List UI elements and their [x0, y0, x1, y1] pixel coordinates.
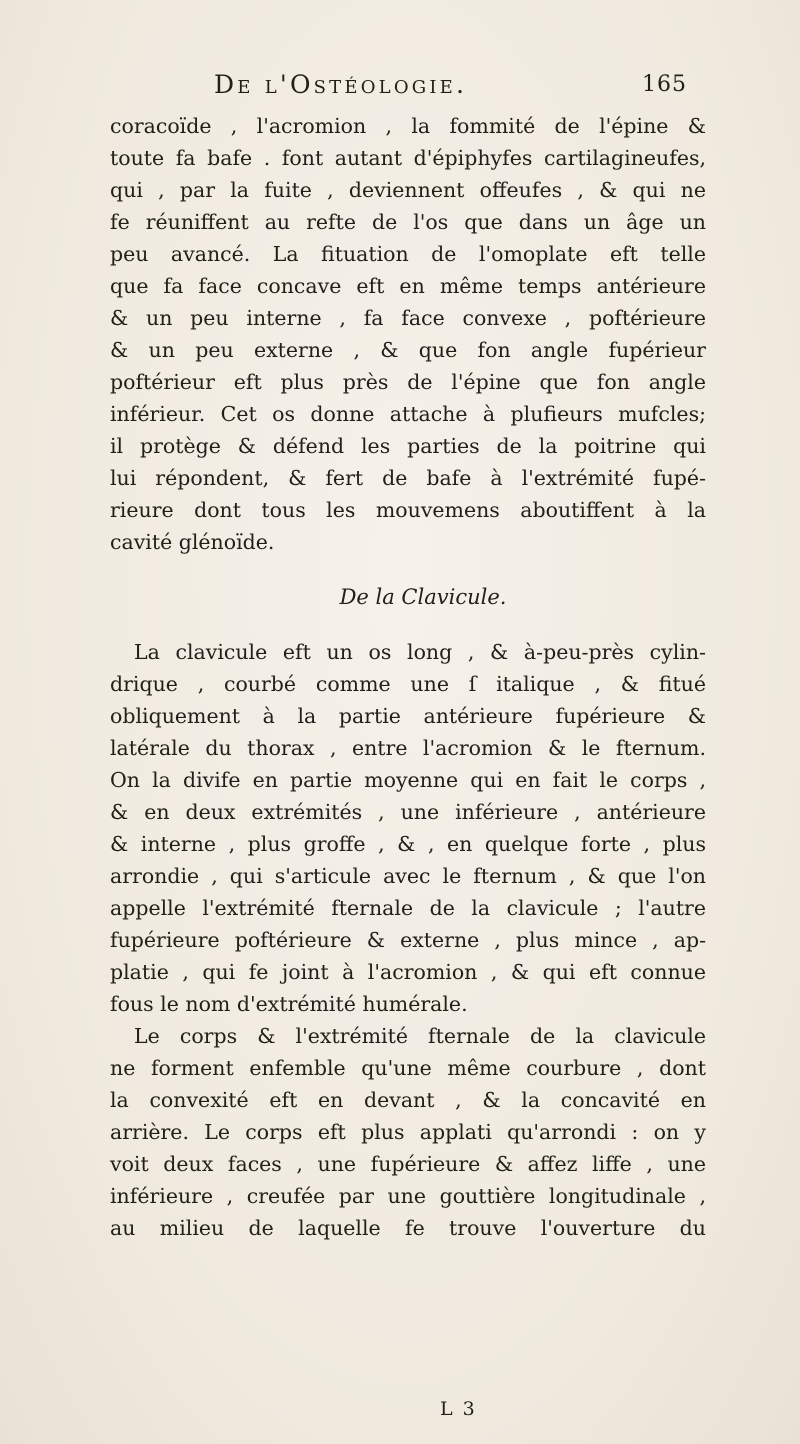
- page-number: 165: [642, 72, 687, 97]
- text-line: peu avancé. La fituation de l'omoplate eft telle: [110, 242, 706, 266]
- text-line: coracoïde , l'acromion , la fommité de l'épine &: [110, 114, 706, 138]
- text-line: & un peu externe , & que fon angle fupérieur: [110, 338, 706, 362]
- text-line: fupérieure poftérieure & externe , plus mince , ap-: [110, 928, 706, 952]
- text-line: On la divife en partie moyenne qui en fait le corps ,: [110, 768, 706, 792]
- text-line: La clavicule eft un os long , & à-peu-près cylin-: [134, 640, 706, 664]
- text-line: & en deux extrémités , une inférieure , antérieure: [110, 800, 706, 824]
- paragraph-1: [110, 110, 706, 558]
- text-line: inférieur. Cet os donne attache à plufieurs mufcles;: [110, 402, 706, 426]
- text-line: toute fa bafe . font autant d'épiphyfes cartilagineufes,: [110, 146, 706, 170]
- text-line: inférieure , creufée par une gouttière longitudinale ,: [110, 1184, 706, 1208]
- body-text: [110, 110, 706, 1244]
- text-line: latérale du thorax , entre l'acromion & le fternum.: [110, 736, 706, 760]
- text-line: appelle l'extrémité fternale de la clavicule ; l'autre: [110, 896, 706, 920]
- text-line: voit deux faces , une fupérieure & affez liffe , une: [110, 1152, 706, 1176]
- text-line: il protège & défend les parties de la poitrine qui: [110, 434, 706, 458]
- text-line: obliquement à la partie antérieure fupérieure &: [110, 704, 706, 728]
- text-line: arrondie , qui s'articule avec le fternum , & que l'on: [110, 864, 706, 888]
- text-line: Le corps & l'extrémité fternale de la clavicule: [134, 1024, 706, 1048]
- text-line: drique , courbé comme une ſ italique , & fitué: [110, 672, 706, 696]
- text-line: que fa face concave eft en même temps antérieure: [110, 274, 706, 298]
- text-line: arrière. Le corps eft plus applati qu'arrondi : on y: [110, 1120, 706, 1144]
- text-line: cavité glénoïde.: [110, 530, 275, 554]
- text-line: qui , par la fuite , deviennent offeufes , & qui ne: [110, 178, 706, 202]
- running-head: [0, 70, 800, 106]
- paragraph-3: [110, 1020, 706, 1244]
- text-line: fe réuniffent au refte de l'os que dans un âge un: [110, 210, 706, 234]
- text-line: poftérieur eft plus près de l'épine que fon angle: [110, 370, 706, 394]
- section-heading: De la Clavicule.: [339, 585, 507, 609]
- text-line: platie , qui fe joint à l'acromion , & qui eft connue: [110, 960, 706, 984]
- text-line: rieure dont tous les mouvemens aboutiffent à la: [110, 498, 706, 522]
- text-line: lui répondent, & fert de bafe à l'extrémité fupé-: [110, 466, 706, 490]
- text-line: ne forment enfemble qu'une même courbure , dont: [110, 1056, 706, 1080]
- text-line: la convexité eft en devant , & la concavité en: [110, 1088, 706, 1112]
- text-line: & un peu interne , fa face convexe , poftérieure: [110, 306, 706, 330]
- signature-mark: L 3: [440, 1398, 477, 1420]
- text-line: au milieu de laquelle fe trouve l'ouverture du: [110, 1216, 706, 1240]
- running-head-title: De l'Ostéologie.: [214, 70, 468, 99]
- text-line: fous le nom d'extrémité humérale.: [110, 992, 468, 1016]
- text-line: & interne , plus groffe , & , en quelque forte , plus: [110, 832, 706, 856]
- paragraph-2: [110, 636, 706, 1020]
